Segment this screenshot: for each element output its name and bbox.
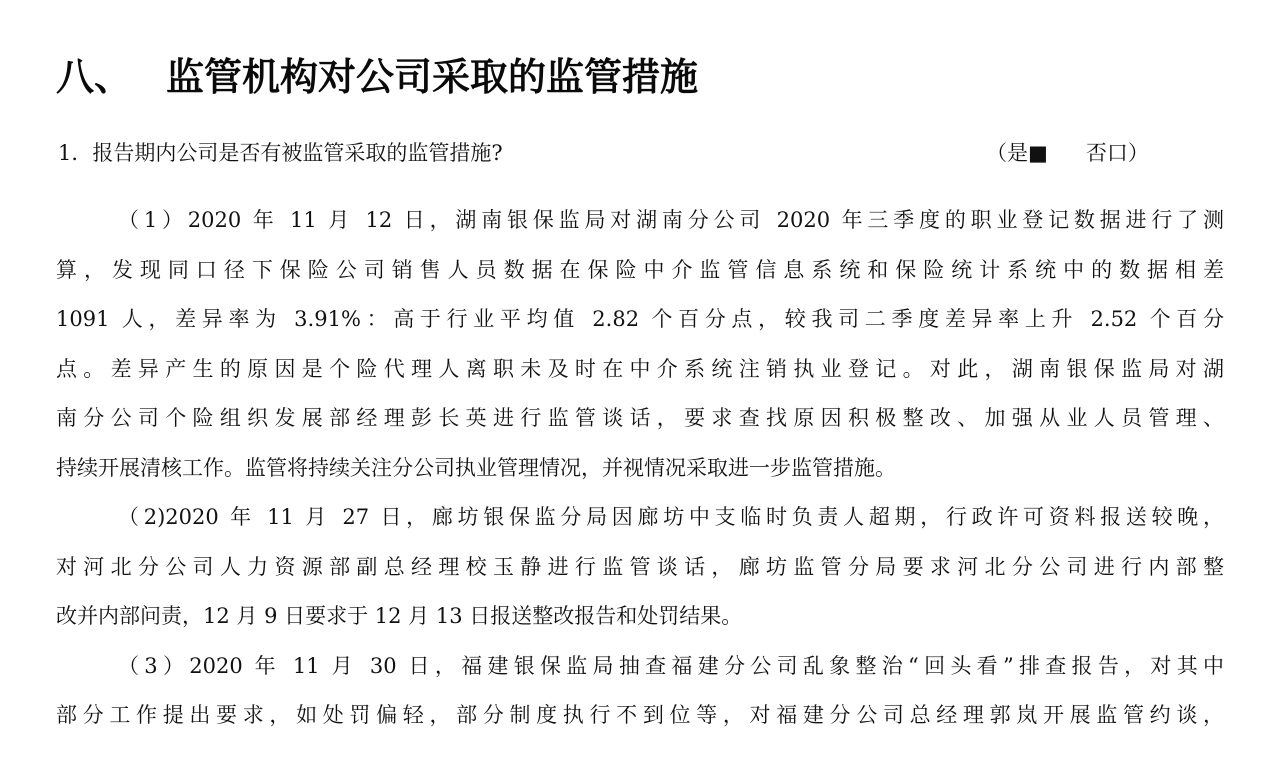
measures-body xyxy=(56,196,1224,741)
paragraph-line: 算，发现同口径下保险公司销售人员数据在保险中介监管信息系统和保险统计系统中的数据相差 xyxy=(56,257,1224,282)
paragraph-line: 1091 人，差异率为 3.91%：高于行业平均值 2.82 个百分点，较我司二季度差异率上升 2.52 个百分 xyxy=(56,307,1224,331)
question-row xyxy=(58,136,1238,170)
paragraph-line: （1）2020 年 11 月 12 日，湖南银保监局对湖南分公司 2020 年三季度的职业登记数据进行了测 xyxy=(118,208,1224,232)
section-title: 监管机构对公司采取的监管措施 xyxy=(166,55,699,99)
paragraph-line: 部分工作提出要求，如处罚偏轻，部分制度执行不到位等，对福建分公司总经理郭岚开展监管约谈， xyxy=(56,703,1224,727)
section-heading xyxy=(56,52,698,102)
paragraph-line: 改并内部问责，12 月 9 日要求于 12 月 13 日报送整改报告和处罚结果。 xyxy=(56,604,743,628)
answer-no-unchecked: 否口） xyxy=(1085,141,1149,165)
answer-options xyxy=(986,136,1149,170)
paragraph-line: 南分公司个险组织发展部经理彭长英进行监管谈话，要求查找原因积极整改、加强从业人员管理、 xyxy=(56,406,1224,430)
answer-yes-checked: （是■ xyxy=(986,141,1048,165)
paragraph-line: （3）2020 年 11 月 30 日，福建银保监局抽查福建分公司乱象整治“回头看”排查报告，对其中 xyxy=(118,653,1224,678)
paragraph-line: 持续开展清核工作。监管将持续关注分公司执业管理情况，并视情况采取进一步监管措施。 xyxy=(56,455,896,480)
section-number: 八、 xyxy=(56,55,133,99)
question-text: 1．报告期内公司是否有被监管采取的监管措施? xyxy=(58,141,503,165)
paragraph-line: 点。差异产生的原因是个险代理人离职未及时在中介系统注销执业登记。对此，湖南银保监局对湖 xyxy=(56,356,1224,381)
paragraph-line: （2)2020 年 11 月 27 日，廊坊银保监分局因廊坊中支临时负责人超期，行政许可资料报送较晚， xyxy=(118,505,1224,529)
paragraph-line: 对河北分公司人力资源部副总经理校玉静进行监管谈话，廊坊监管分局要求河北分公司进行内部整 xyxy=(56,554,1224,579)
